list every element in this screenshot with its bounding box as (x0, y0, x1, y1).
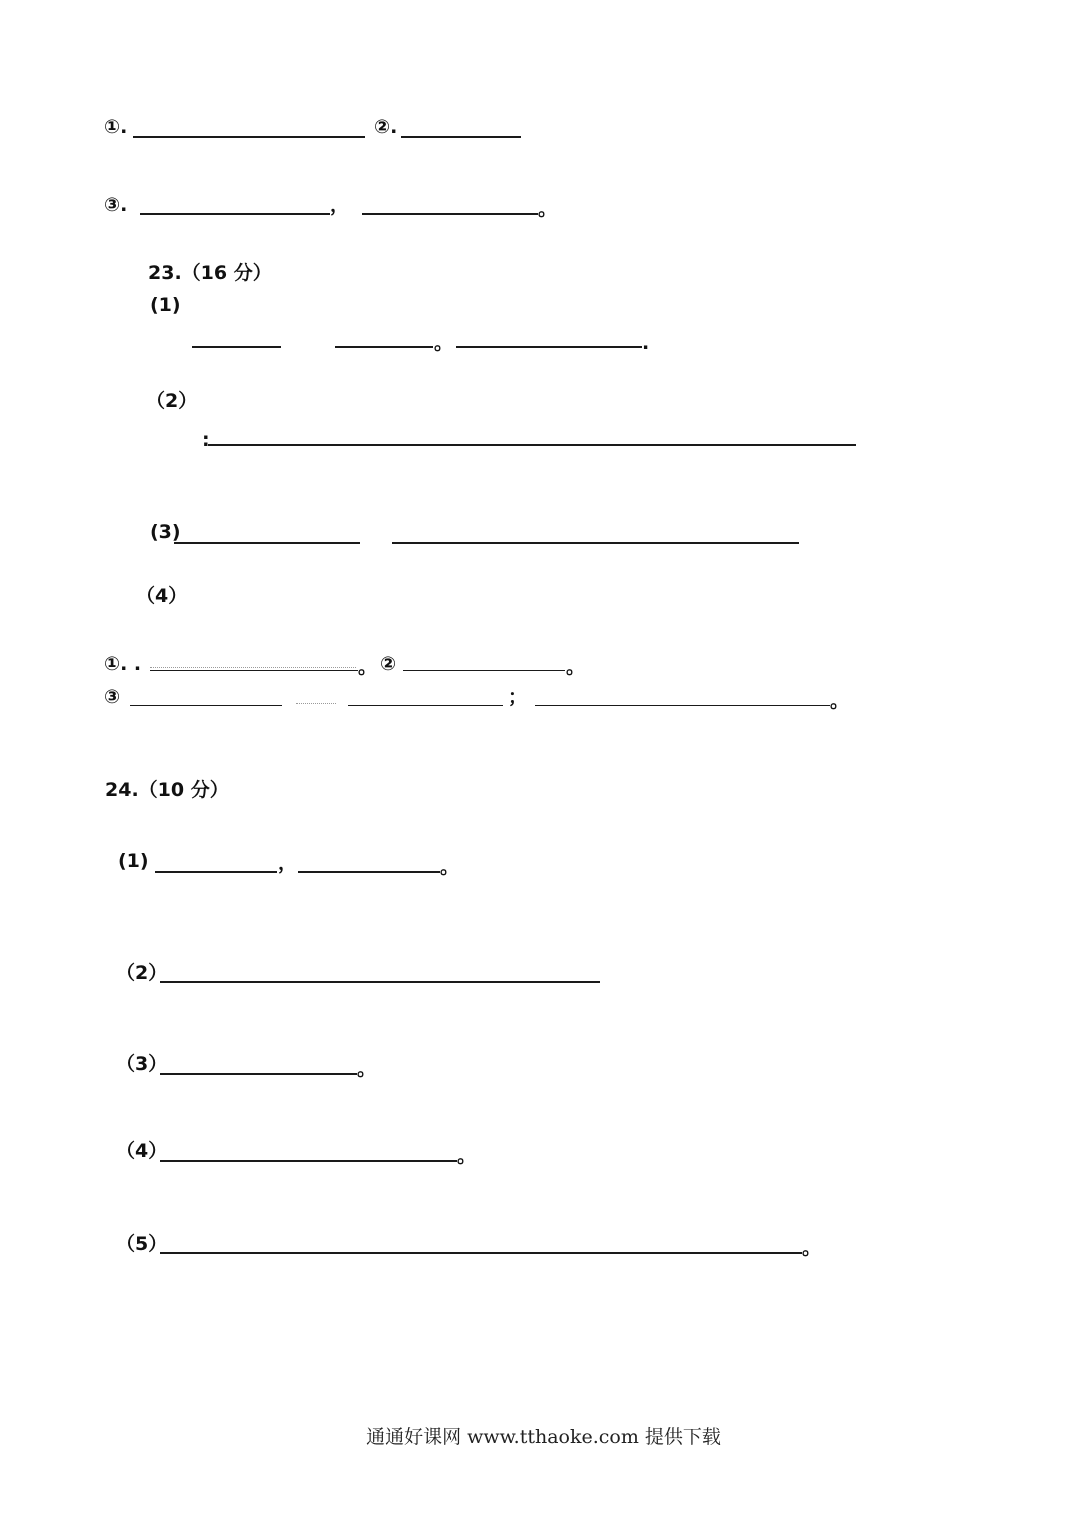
answer-blank[interactable] (160, 981, 600, 983)
marker-1: ①. . (104, 653, 142, 675)
answer-blank[interactable] (456, 346, 642, 348)
answer-blank[interactable] (160, 1252, 802, 1254)
marker-3: ③ (104, 686, 121, 708)
comma: ， (330, 194, 350, 216)
answer-blank[interactable] (335, 346, 433, 348)
dotted-guide (150, 667, 356, 668)
period: 。 (566, 656, 586, 678)
period: 。 (830, 690, 850, 712)
marker-3: ③. (104, 194, 128, 216)
answer-blank[interactable] (348, 705, 503, 706)
part-label-5: （5） (116, 1233, 168, 1255)
marker-1: ①. (104, 116, 128, 138)
answer-blank[interactable] (392, 542, 799, 544)
answer-blank[interactable] (535, 705, 830, 706)
answer-blank[interactable] (160, 1160, 457, 1162)
question-24-heading: 24.（10 分） (105, 779, 229, 801)
answer-blank[interactable] (130, 705, 282, 706)
answer-blank[interactable] (208, 444, 856, 446)
answer-blank[interactable] (133, 136, 365, 138)
dotted-guide (296, 703, 336, 704)
answer-blank[interactable] (192, 346, 281, 348)
part-label-3: (3) (150, 521, 181, 543)
footer-text: 通通好课网 www.tthaoke.com 提供下载 (366, 1426, 721, 1448)
answer-blank[interactable] (403, 670, 565, 671)
answer-blank[interactable] (150, 670, 358, 671)
marker-2: ② (380, 653, 397, 675)
answer-blank[interactable] (160, 1073, 357, 1075)
colon: : (202, 429, 210, 451)
answer-blank[interactable] (401, 136, 521, 138)
question-23-heading: 23.（16 分） (148, 262, 272, 284)
period: 。 (357, 1058, 377, 1080)
part-label-1: (1) (150, 294, 181, 316)
answer-blank[interactable] (174, 542, 360, 544)
marker-2: ②. (374, 116, 398, 138)
period: 。 (434, 332, 454, 354)
answer-blank[interactable] (140, 213, 330, 215)
period: 。 (802, 1237, 822, 1259)
comma: ， (278, 852, 298, 874)
period: . (642, 332, 650, 354)
part-label-2: （2） (146, 390, 198, 412)
part-label-3: （3） (116, 1053, 168, 1075)
period: 。 (440, 856, 460, 878)
period: 。 (538, 198, 558, 220)
period: 。 (358, 656, 378, 678)
part-label-1: (1) (118, 850, 149, 872)
semicolon: ； (508, 686, 528, 708)
answer-blank[interactable] (298, 871, 440, 873)
answer-blank[interactable] (362, 213, 538, 215)
part-label-4: （4） (116, 1140, 168, 1162)
part-label-4: （4） (136, 585, 188, 607)
answer-blank[interactable] (155, 871, 277, 873)
period: 。 (457, 1145, 477, 1167)
part-label-2: （2） (116, 962, 168, 984)
